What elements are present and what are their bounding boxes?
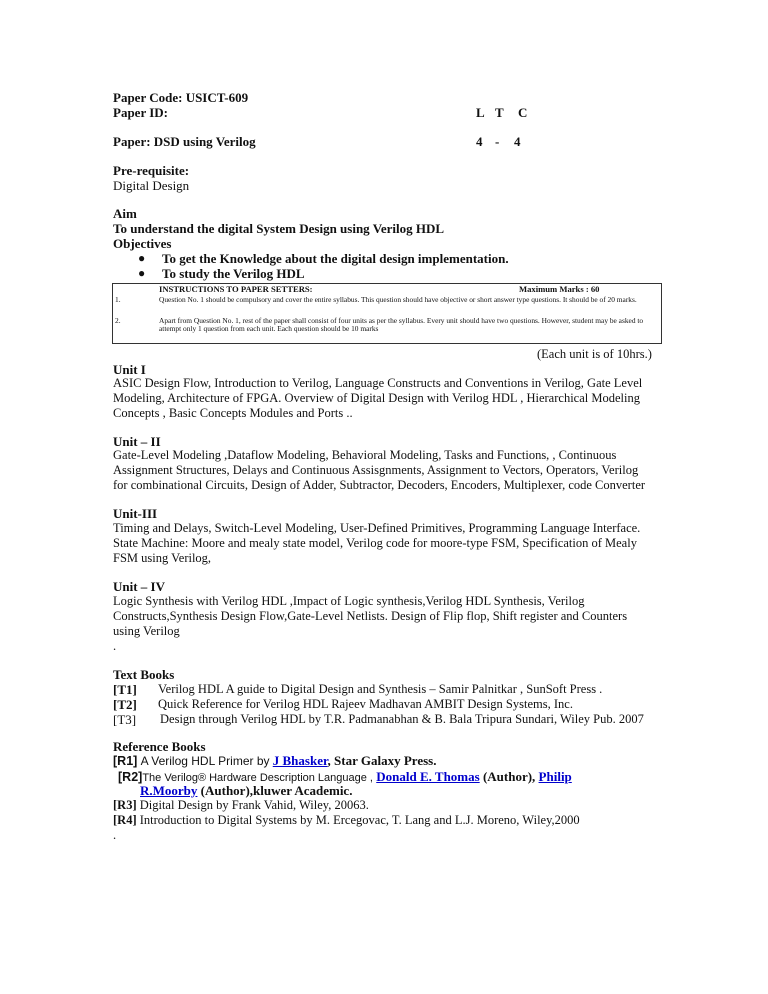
objective-item: To get the Knowledge about the digital design implementation. <box>162 251 509 266</box>
unit-body <box>113 594 658 640</box>
ltc-l: L <box>476 105 485 120</box>
reference-tag: [R2] <box>118 770 143 784</box>
bullet-icon: ● <box>138 251 146 265</box>
unit-line: using Verilog <box>113 624 180 639</box>
unit-heading: Unit – IV <box>113 579 166 594</box>
instruction-num: 1. <box>115 295 121 304</box>
max-marks: Maximum Marks : 60 <box>519 284 600 294</box>
author-link[interactable]: Philip <box>538 769 572 784</box>
unit-heading: Unit I <box>113 362 146 377</box>
textbook-tag: [T1] <box>113 682 137 697</box>
ltc-t: T <box>495 105 504 120</box>
unit-line: Gate-Level Modeling ,Dataflow Modeling, Behavioral Modeling, Tasks and Functions, , Continuous <box>113 448 617 462</box>
reference-r1 <box>113 753 436 769</box>
unit-line: Logic Synthesis with Verilog HDL ,Impact of Logic synthesis,Verilog HDL Synthesis, Verilog <box>113 594 585 608</box>
reference-text: The Verilog® Hardware Description Language , <box>142 772 373 784</box>
unit-line: Timing and Delays, Switch-Level Modeling, User-Defined Primitives, Programming Language Interface. <box>113 521 641 535</box>
textbook-text: Verilog HDL A guide to Digital Design and Synthesis – Samir Palnitkar , SunSoft Press . <box>158 682 603 696</box>
unit-body <box>113 521 658 567</box>
prereq-text: Digital Design <box>113 178 190 193</box>
prereq-heading: Pre-requisite: <box>113 163 190 178</box>
val-t: - <box>495 134 500 149</box>
reference-text: , Star Galaxy Press. <box>327 753 437 768</box>
unit-line: Assignment Structures, Delays and Continuous Assisgnments, Assignment to Vectors, Operators, Verilog <box>113 463 639 478</box>
textbook-text: Quick Reference for Verilog HDL Rajeev Madhavan AMBIT Design Systems, Inc. <box>158 697 573 711</box>
instructions-box <box>112 283 662 344</box>
reference-text: (Author), <box>482 769 536 784</box>
unit-heading: Unit – II <box>113 434 161 449</box>
ltc-c: C <box>518 105 528 120</box>
textbook-tag: [T2] <box>113 697 137 712</box>
unit-heading: Unit-III <box>113 506 158 521</box>
unit-line: Concepts , Basic Concepts Modules and Ports .. <box>113 406 353 421</box>
bullet-icon: ● <box>138 266 146 280</box>
reference-r4 <box>113 813 580 828</box>
textbook-text: Design through Verilog HDL by T.R. Padmanabhan & B. Bala Tripura Sundari, Wiley Pub. 2007 <box>160 712 644 726</box>
reference-r3 <box>113 798 369 813</box>
reference-tag: [R3] <box>113 798 137 812</box>
paper-id: Paper ID: <box>113 105 169 120</box>
unit-line: ASIC Design Flow, Introduction to Verilog, Language Constructs and Conventions in Verilog, Gate Level <box>113 376 643 390</box>
reference-text: Digital Design by Frank Vahid, Wiley, 20063. <box>139 798 369 812</box>
text-books-heading: Text Books <box>113 667 175 682</box>
author-link[interactable]: R.Moorby <box>140 783 198 798</box>
textbook-tag: [T3] <box>113 712 137 727</box>
unit-body <box>113 376 658 422</box>
separator-dot: . <box>113 639 117 653</box>
val-l: 4 <box>476 134 483 149</box>
instructions-heading: INSTRUCTIONS TO PAPER SETTERS: <box>159 284 313 294</box>
reference-text: (Author),kluwer Academic. <box>200 783 353 798</box>
reference-books-heading: Reference Books <box>113 739 206 754</box>
paper-title: Paper: DSD using Verilog <box>113 134 256 149</box>
unit-line: Modeling, Architecture of FPGA. Overview of Digital Design with Verilog HDL , Hierarchical Modeling <box>113 391 640 406</box>
reference-tag: [R1] <box>113 754 138 768</box>
unit-line: for combinational Circuits, Design of Adder, Subtractor, Decoders, Encoders, Multiplexer, code Converter <box>113 478 646 493</box>
unit-line: FSM using Verilog, <box>113 551 212 566</box>
instruction-text: Question No. 1 should be compulsory and cover the entire syllabus. This question should have objective or short answer type questions. It should be of 20 marks. <box>159 295 637 304</box>
unit-line: Constructs,Synthesis Design Flow,Gate-Level Netlists. Design of Flip flop, Shift register and Counters <box>113 609 628 624</box>
reference-text: Introduction to Digital Systems by M. Ercegovac, T. Lang and L.J. Moreno, Wiley,2000 <box>139 813 580 827</box>
unit-body <box>113 448 658 494</box>
objectives-heading: Objectives <box>113 236 172 251</box>
objective-item: To study the Verilog HDL <box>162 266 305 281</box>
author-link[interactable]: Donald E. Thomas <box>376 769 480 784</box>
unit-line: State Machine: Moore and mealy state model, Verilog code for moore-type FSM, Specification of Mealy <box>113 536 637 551</box>
reference-r2-cont <box>140 783 352 799</box>
val-c: 4 <box>514 134 521 149</box>
aim-heading: Aim <box>113 206 137 221</box>
instruction-text: Apart from Question No. 1, rest of the paper shall consist of four units as per the syllabus. Every unit should have two questions. However, student may be asked to attempt only 1 question from each unit. Each question should be 10 marks <box>159 316 644 334</box>
reference-tag: [R4] <box>113 813 137 827</box>
unit-note: (Each unit is of 10hrs.) <box>537 347 652 361</box>
instruction-num: 2. <box>115 316 121 325</box>
paper-code: Paper Code: USICT-609 <box>113 90 249 105</box>
separator-dot: . <box>113 828 117 842</box>
author-link[interactable]: J Bhasker <box>272 753 328 768</box>
aim-text: To understand the digital System Design using Verilog HDL <box>113 221 445 236</box>
reference-text: A Verilog HDL Primer by <box>140 754 270 768</box>
